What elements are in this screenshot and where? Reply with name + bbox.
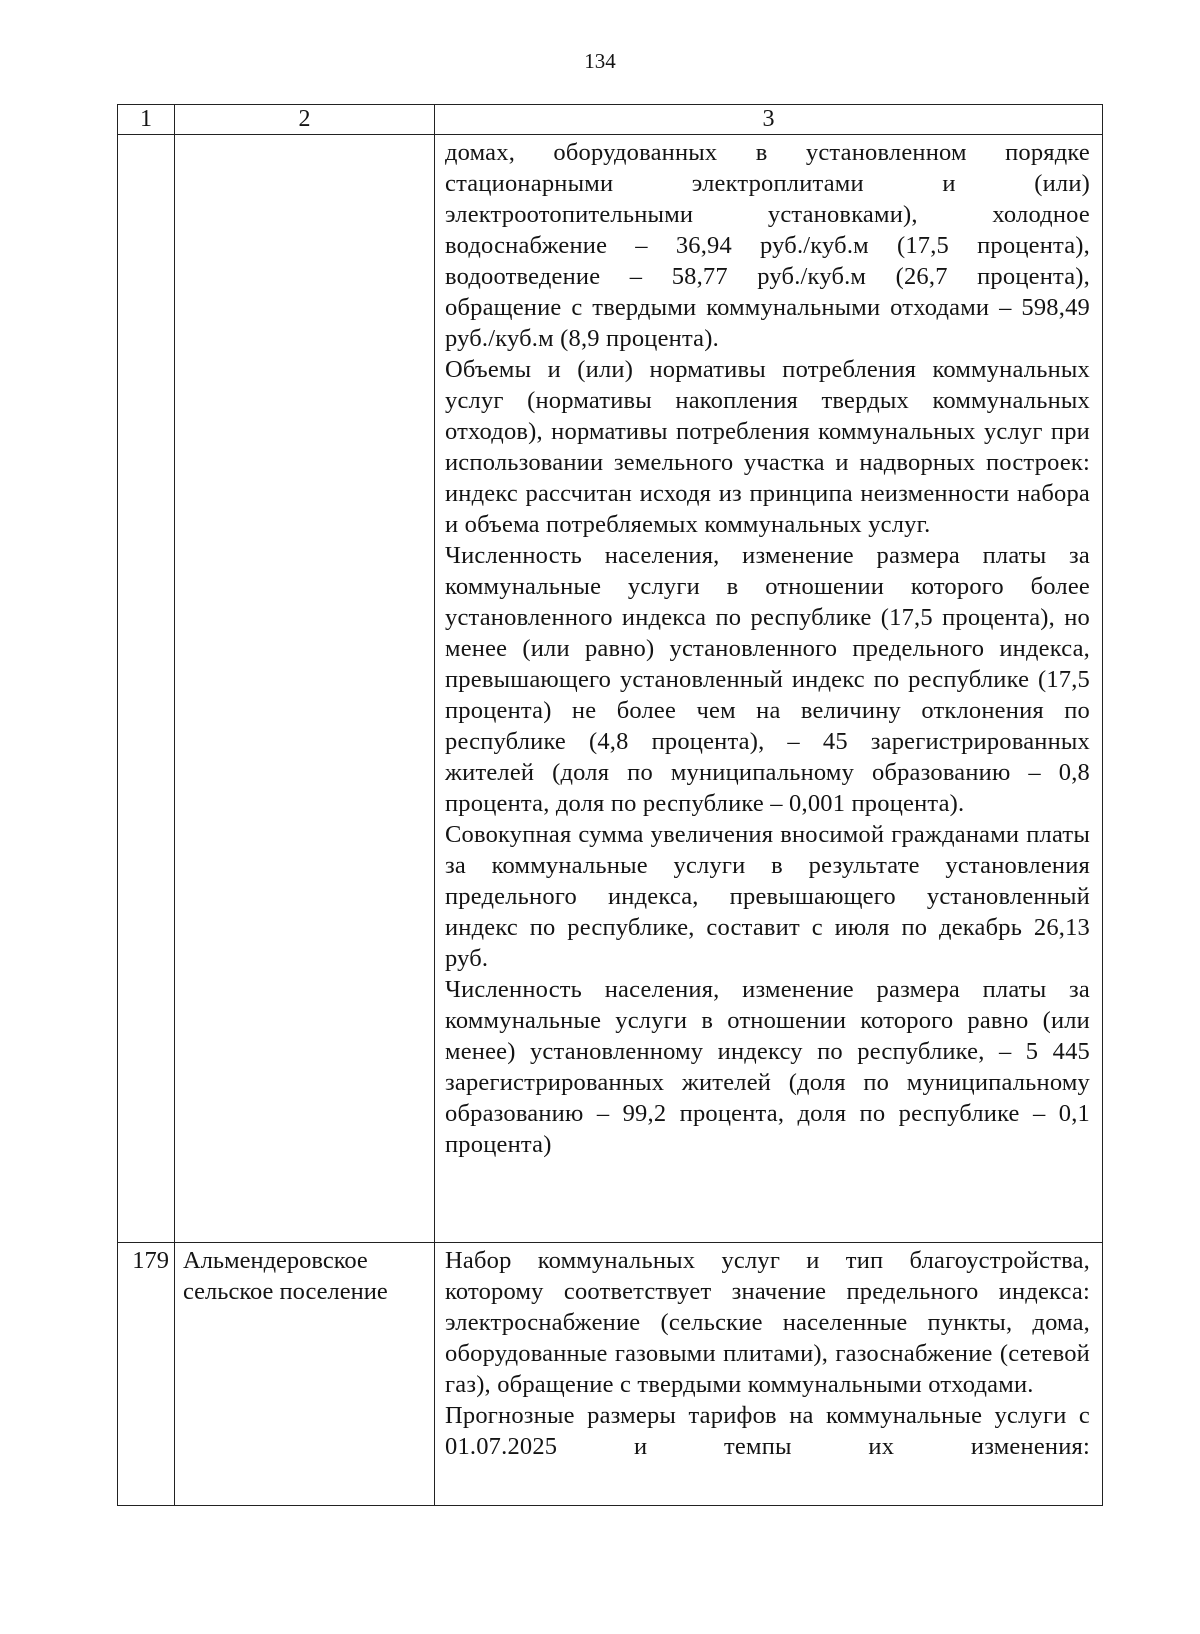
page-number: 134 bbox=[584, 49, 616, 73]
paragraph: Численность населения, изменение размера платы за коммунальные услуги в отношении которого равно (или менее) установленному индексу по республике, – 5 445 зарегистрированных жителей (доля по муниципальному образованию – 99,2 процента, доля по республике – 0,1 процента) bbox=[445, 976, 1090, 1158]
row-number: 179 bbox=[118, 1243, 175, 1506]
paragraph: Прогнозные размеры тарифов на коммунальные услуги с 01.07.2025 и темпы их изменения: bbox=[445, 1402, 1090, 1460]
paragraph: Объемы и (или) нормативы потребления коммунальных услуг (нормативы накопления твердых коммунальных отходов), нормативы потребления коммунальных услуг при использовании земельного участка и надворных построек: индекс рассчитан исходя из принципа неизменности набора и объема потребляемых коммунальных услуг. bbox=[445, 356, 1090, 538]
municipality-name: Альмендеровское сельское поселение bbox=[175, 1243, 435, 1506]
paragraph: Совокупная сумма увеличения вносимой гражданами платы за коммунальные услуги в результате установления предельного индекса, превышающего установленный индекс по республике, составит с июля по декабрь 26,13 руб. bbox=[445, 821, 1090, 972]
municipality-name bbox=[175, 135, 435, 1243]
table-row bbox=[118, 1243, 1103, 1506]
column-header-1: 1 bbox=[118, 105, 175, 135]
description-cell bbox=[435, 1243, 1103, 1506]
column-header-3: 3 bbox=[435, 105, 1103, 135]
tariff-table bbox=[117, 104, 1103, 1506]
paragraph: Численность населения, изменение размера платы за коммунальные услуги в отношении которого более установленного индекса по республике (17,5 процента), но менее (или равно) установленного предельного индекса, превышающего установленный индекс по республике (17,5 процента) не более чем на величину отклонения по республике (4,8 процента), – 45 зарегистрированных жителей (доля по муниципальному образованию – 0,8 процента, доля по республике – 0,001 процента). bbox=[445, 542, 1090, 817]
table-header-row bbox=[118, 105, 1103, 135]
description-cell bbox=[435, 135, 1103, 1243]
table-row bbox=[118, 135, 1103, 1243]
paragraph: домах, оборудованных в установленном порядке стационарными электроплитами и (или) электроотопительными установками), холодное водоснабжение – 36,94 руб./куб.м (17,5 процента), водоотведение – 58,77 руб./куб.м (26,7 процента), обращение с твердыми коммунальными отходами – 598,49 руб./куб.м (8,9 процента). bbox=[445, 139, 1090, 352]
column-header-2: 2 bbox=[175, 105, 435, 135]
paragraph: Набор коммунальных услуг и тип благоустройства, которому соответствует значение предельного индекса: электроснабжение (сельские населенные пункты, дома, оборудованные газовыми плитами), газоснабжение (сетевой газ), обращение с твердыми коммунальными отходами. bbox=[445, 1247, 1090, 1398]
row-number bbox=[118, 135, 175, 1243]
